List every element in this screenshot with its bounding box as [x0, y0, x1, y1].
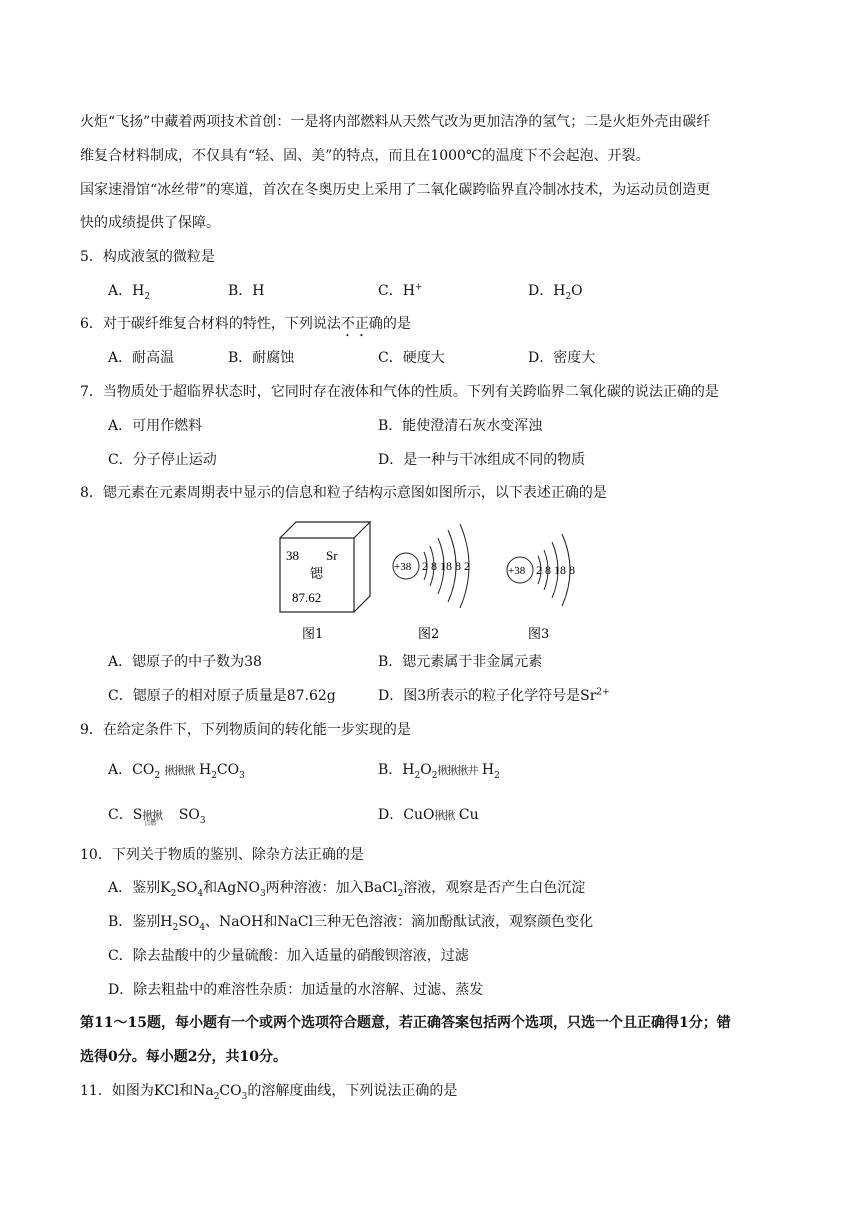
question-8-option-c: C．锶原子的相对原子质量是87.62g: [108, 688, 336, 704]
strontium-figure: [270, 510, 600, 650]
question-8-option-b: B．锶元素属于非金属元素: [378, 654, 543, 670]
question-6-stem: 6．对于碳纤维复合材料的特性，下列说法不正确的是: [80, 316, 411, 332]
question-9-option-c: C．S揪揪$_{点燃}$ $SO_3$: [108, 807, 206, 827]
reaction-arrow: 揪揪揪井: [437, 764, 478, 777]
question-9-option-b: B．$H_2O_2$揪揪揪井 $H_2$: [378, 762, 500, 781]
nucleus-charge: +38: [394, 561, 412, 573]
question-7-stem: 7．当物质处于超临界状态时，它同时存在液体和气体的性质。下列有关跨临界二氧化碳的说法正确的是: [80, 384, 719, 400]
question-5-option-b: B．H: [228, 283, 265, 299]
reaction-arrow: 揪揪揪: [164, 764, 195, 777]
question-10-option-a: A．鉴别$K_2SO_4$和AgNO$_3$两种溶液：加入BaCl$_2$溶液，观察是否产生白色沉淀: [108, 880, 586, 899]
question-5-option-c: C．H+: [378, 282, 423, 299]
section-instruction-line-1: 第11～15题，每小题有一个或两个选项符合题意，若正确答案包括两个选项，只选一个且正确得1分；错: [80, 1015, 731, 1031]
nucleus-charge: +38: [508, 565, 526, 577]
question-8-stem: 8．锶元素在元素周期表中显示的信息和粒子结构示意图如图所示，以下表述正确的是: [80, 485, 607, 501]
question-6-option-a: A．耐高温: [108, 350, 175, 366]
question-9-option-d: D．CuO揪揪 Cu: [378, 807, 479, 823]
question-9-option-a: A．$CO_2$ 揪揪揪 $H_2CO_3$: [108, 762, 245, 781]
emphasis-text: 不正: [340, 316, 369, 332]
question-6-option-c: C．硬度大: [378, 350, 445, 366]
question-6-option-b: B．耐腐蚀: [228, 350, 295, 366]
question-5-stem: 5．构成液氢的微粒是: [80, 249, 215, 265]
figure-2-caption: 图2: [418, 627, 440, 642]
element-symbol: Sr: [326, 548, 338, 563]
question-9-stem: 9．在给定条件下，下列物质间的转化能一步实现的是: [80, 722, 411, 738]
electron-shells: 2 8 18 8 2: [422, 559, 470, 573]
reaction-arrow: 揪揪: [142, 809, 163, 822]
electron-shells: 2 8 18 8: [536, 563, 575, 577]
intro-paragraph-2-line-1: 国家速滑馆“冰丝带”的寒道，首次在冬奥历史上采用了二氧化碳跨临界直冷制冰技术，为运动员创造更: [80, 182, 711, 198]
question-7-option-a: A．可用作燃料: [108, 418, 203, 434]
section-instruction-line-2: 选得0分。每小题2分，共10分。: [80, 1049, 287, 1065]
strontium-diagrams: [270, 510, 600, 650]
question-7-option-c: C．分子停止运动: [108, 452, 217, 468]
question-8-option-d: D．图3所表示的粒子化学符号是$Sr^{2+}$: [378, 687, 610, 704]
question-7-option-b: B．能使澄清石灰水变浑浊: [378, 418, 543, 434]
question-5-option-a: A．$H_2$: [108, 283, 151, 302]
question-5-option-d: D．$H_2O$: [528, 283, 583, 302]
question-11-stem: 11．如图为KCl和$Na_2CO_3$的溶解度曲线，下列说法正确的是: [80, 1083, 458, 1102]
question-7-option-d: D．是一种与干冰组成不同的物质: [378, 452, 586, 468]
intro-paragraph-1-line-1: 火炬“飞扬”中藏着两项技术首创：一是将内部燃料从天然气改为更加洁净的氢气；二是火炬外壳由碳纤: [80, 114, 711, 130]
question-10-option-c: C．除去盐酸中的少量硫酸：加入适量的硝酸钡溶液，过滤: [108, 948, 469, 964]
intro-paragraph-1-line-2: 维复合材料制成，不仅具有“轻、固、美”的特点，而且在1000℃的温度下不会起泡、开裂。: [80, 148, 650, 164]
element-name: 锶: [310, 567, 324, 582]
question-10-option-b: B．鉴别$H_2SO_4$、NaOH和NaCl三种无色溶液：滴加酚酞试液，观察颜色变化: [108, 914, 594, 933]
figure-3-caption: 图3: [528, 627, 550, 642]
figure-1-caption: 图1: [302, 627, 324, 642]
question-6-option-d: D．密度大: [528, 350, 596, 366]
question-10-stem: 10．下列关于物质的鉴别、除杂方法正确的是: [80, 847, 364, 863]
reaction-arrow: 揪揪: [434, 809, 455, 822]
reaction-condition: 点燃: [144, 820, 157, 827]
atomic-number: 38: [286, 548, 299, 563]
question-10-option-d: D．除去粗盐中的难溶性杂质：加适量的水溶解、过滤、蒸发: [108, 982, 484, 998]
question-8-option-a: A．锶原子的中子数为38: [108, 654, 262, 670]
intro-paragraph-2-line-2: 快的成绩提供了保障。: [80, 215, 220, 231]
atomic-mass: 87.62: [292, 590, 322, 605]
